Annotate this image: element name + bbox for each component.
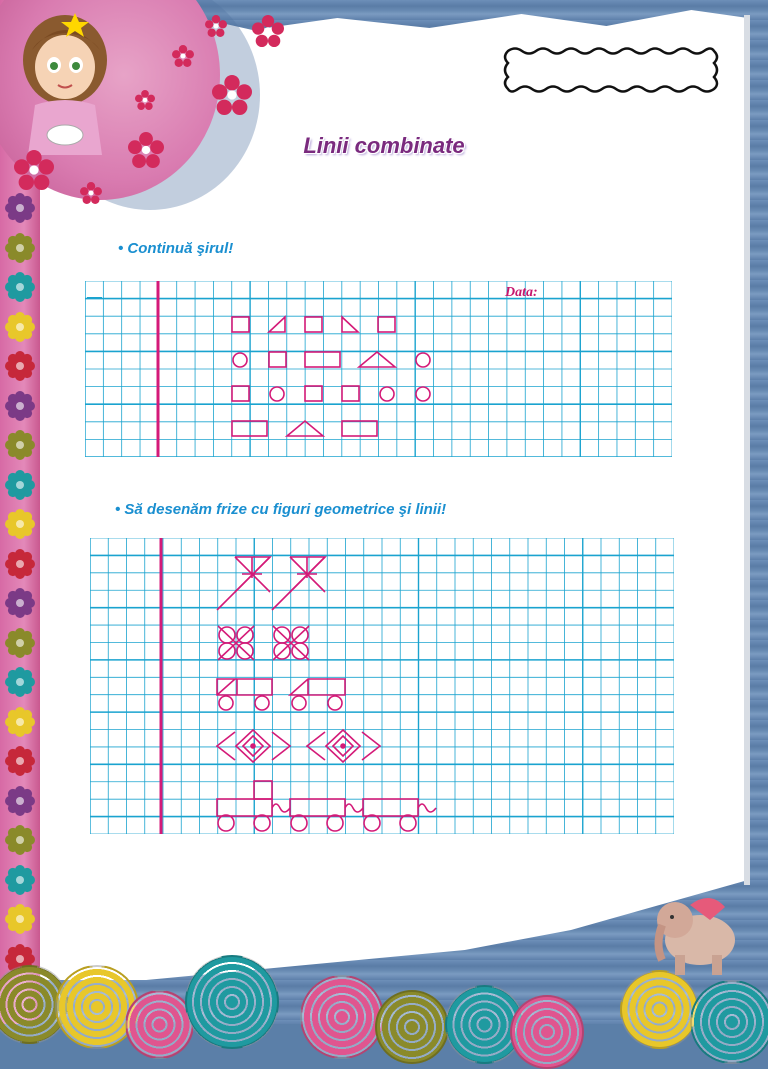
flower-frieze — [218, 626, 309, 660]
sequin-decoration-icon — [690, 980, 768, 1064]
sequin-decoration-icon — [185, 955, 279, 1049]
button-decoration-icon — [5, 707, 35, 737]
button-decoration-icon — [5, 470, 35, 500]
sequin-decoration-icon — [300, 975, 384, 1059]
button-decoration-icon — [5, 391, 35, 421]
button-decoration-icon — [5, 312, 35, 342]
grid-lines — [90, 538, 674, 834]
button-decoration-icon — [5, 549, 35, 579]
grid-lines — [85, 281, 672, 457]
button-decoration-icon — [5, 430, 35, 460]
elephant-toy-illustration — [650, 885, 745, 980]
frieze-drawings — [217, 557, 436, 831]
flower-icon — [252, 15, 284, 47]
sequence-drawings — [232, 317, 430, 436]
button-decoration-icon — [5, 351, 35, 381]
flower-icon — [135, 90, 155, 110]
button-decoration-icon — [5, 667, 35, 697]
sequin-decoration-icon — [375, 990, 449, 1064]
sequin-decoration-icon — [510, 995, 584, 1069]
button-decoration-icon — [5, 628, 35, 658]
flower-icon — [80, 182, 102, 204]
grid-exercise-1[interactable] — [85, 281, 672, 457]
train-frieze — [217, 781, 436, 831]
button-decoration-icon — [5, 865, 35, 895]
button-decoration-icon — [5, 746, 35, 776]
button-decoration-icon — [5, 233, 35, 263]
instruction-draw-friezes: • Să desenăm frize cu figuri geometrice şi linii! — [115, 501, 447, 518]
flower-icon — [205, 15, 227, 37]
button-decoration-icon — [5, 786, 35, 816]
instruction-continue-sequence: • Continuă şirul! — [118, 240, 234, 257]
name-box[interactable] — [500, 45, 722, 95]
button-decoration-icon — [5, 193, 35, 223]
button-decoration-icon — [5, 509, 35, 539]
sequin-decoration-icon — [620, 970, 699, 1049]
flower-icon — [172, 45, 194, 67]
date-label: Data: — [505, 285, 538, 300]
flower-icon — [212, 75, 252, 115]
button-decoration-icon — [5, 272, 35, 302]
diamond-frieze — [217, 730, 380, 762]
button-decoration-icon — [5, 825, 35, 855]
button-decoration-icon — [5, 904, 35, 934]
sequin-decoration-icon — [125, 990, 194, 1059]
button-decoration-icon — [5, 588, 35, 618]
grid-exercise-2[interactable] — [90, 538, 674, 834]
page-title: Linii combinate — [303, 133, 465, 158]
